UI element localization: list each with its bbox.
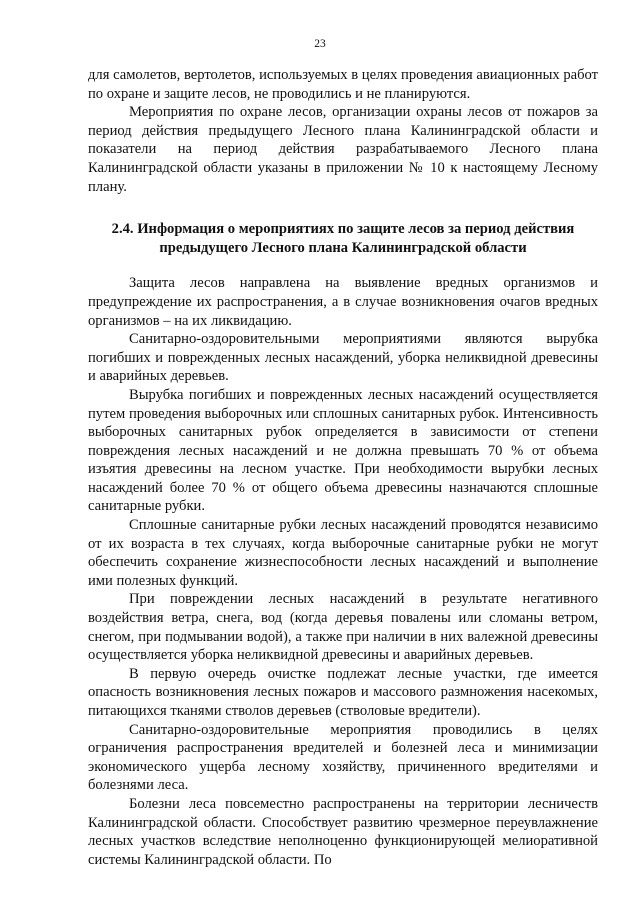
- paragraph: Санитарно-оздоровительные мероприятия проводились в целях ограничения распространения вредителей и болезней леса и минимизации экономического ущерба лесному хозяйству, причиненного вредителями и болезнями леса.: [88, 721, 598, 794]
- paragraph: Санитарно-оздоровительными мероприятиями являются вырубка погибших и поврежденных лесных насаждений, уборка неликвидной древесины и аварийных деревьев.: [88, 331, 598, 385]
- paragraph: Болезни леса повсеместно распространены на территории лесничеств Калининградской области. Способствует развитию чрезмерное переувлажнение лесных участков вследствие неполноценно функционирующей мелиоративной системы Калининградской области. По: [88, 795, 598, 868]
- page-body: [88, 66, 598, 869]
- paragraph: Мероприятия по охране лесов, организации охраны лесов от пожаров за период действия предыдущего Лесного плана Калининградской области и показатели на период действия разрабатываемого Лесного плана Калининградской области указаны в приложении № 10 к настоящему Лесному плану.: [88, 104, 598, 195]
- paragraph: В первую очередь очистке подлежат лесные участки, где имеется опасность возникновения лесных пожаров и массового размножения насекомых, питающихся тканями стволов деревьев (стволовые вредители).: [88, 665, 598, 719]
- section-heading: [88, 220, 598, 257]
- section-heading-line: предыдущего Лесного плана Калининградской области: [159, 239, 527, 256]
- section-heading-line: 2.4. Информация о мероприятиях по защите лесов за период действия: [111, 221, 575, 238]
- paragraph: Защита лесов направлена на выявление вредных организмов и предупреждение их распространения, а в случае возникновения очагов вредных организмов – на их ликвидацию.: [88, 275, 598, 329]
- paragraph: Сплошные санитарные рубки лесных насаждений проводятся независимо от их возраста в тех случаях, когда выборочные санитарные рубки не могут обеспечить сохранение жизнеспособности лесных насаждений и выполнение ими полезных функций.: [88, 517, 598, 589]
- page-number: 23: [314, 38, 326, 50]
- paragraph: для самолетов, вертолетов, используемых в целях проведения авиационных работ по охране и защите лесов, не проводились и не планируются.: [88, 67, 599, 102]
- paragraph: Вырубка погибших и поврежденных лесных насаждений осуществляется путем проведения выборочных или сплошных санитарных рубок. Интенсивность выборочных санитарных рубок определяется в зависимости от степени повреждения лесных насаждений и не должна превышать 70 % от объема изъятия древесины на лесном участке. При необходимости вырубки лесных насаждений более 70 % от общего объема древесины назначаются сплошные санитарные рубки.: [88, 386, 598, 515]
- paragraph: При повреждении лесных насаждений в результате негативного воздействия ветра, снега, вод (когда деревья повалены или сломаны ветром, снегом, при подмывании водой), а также при наличии в них валежной древесины осуществляется уборка неликвидной древесины и аварийных деревьев.: [88, 591, 598, 664]
